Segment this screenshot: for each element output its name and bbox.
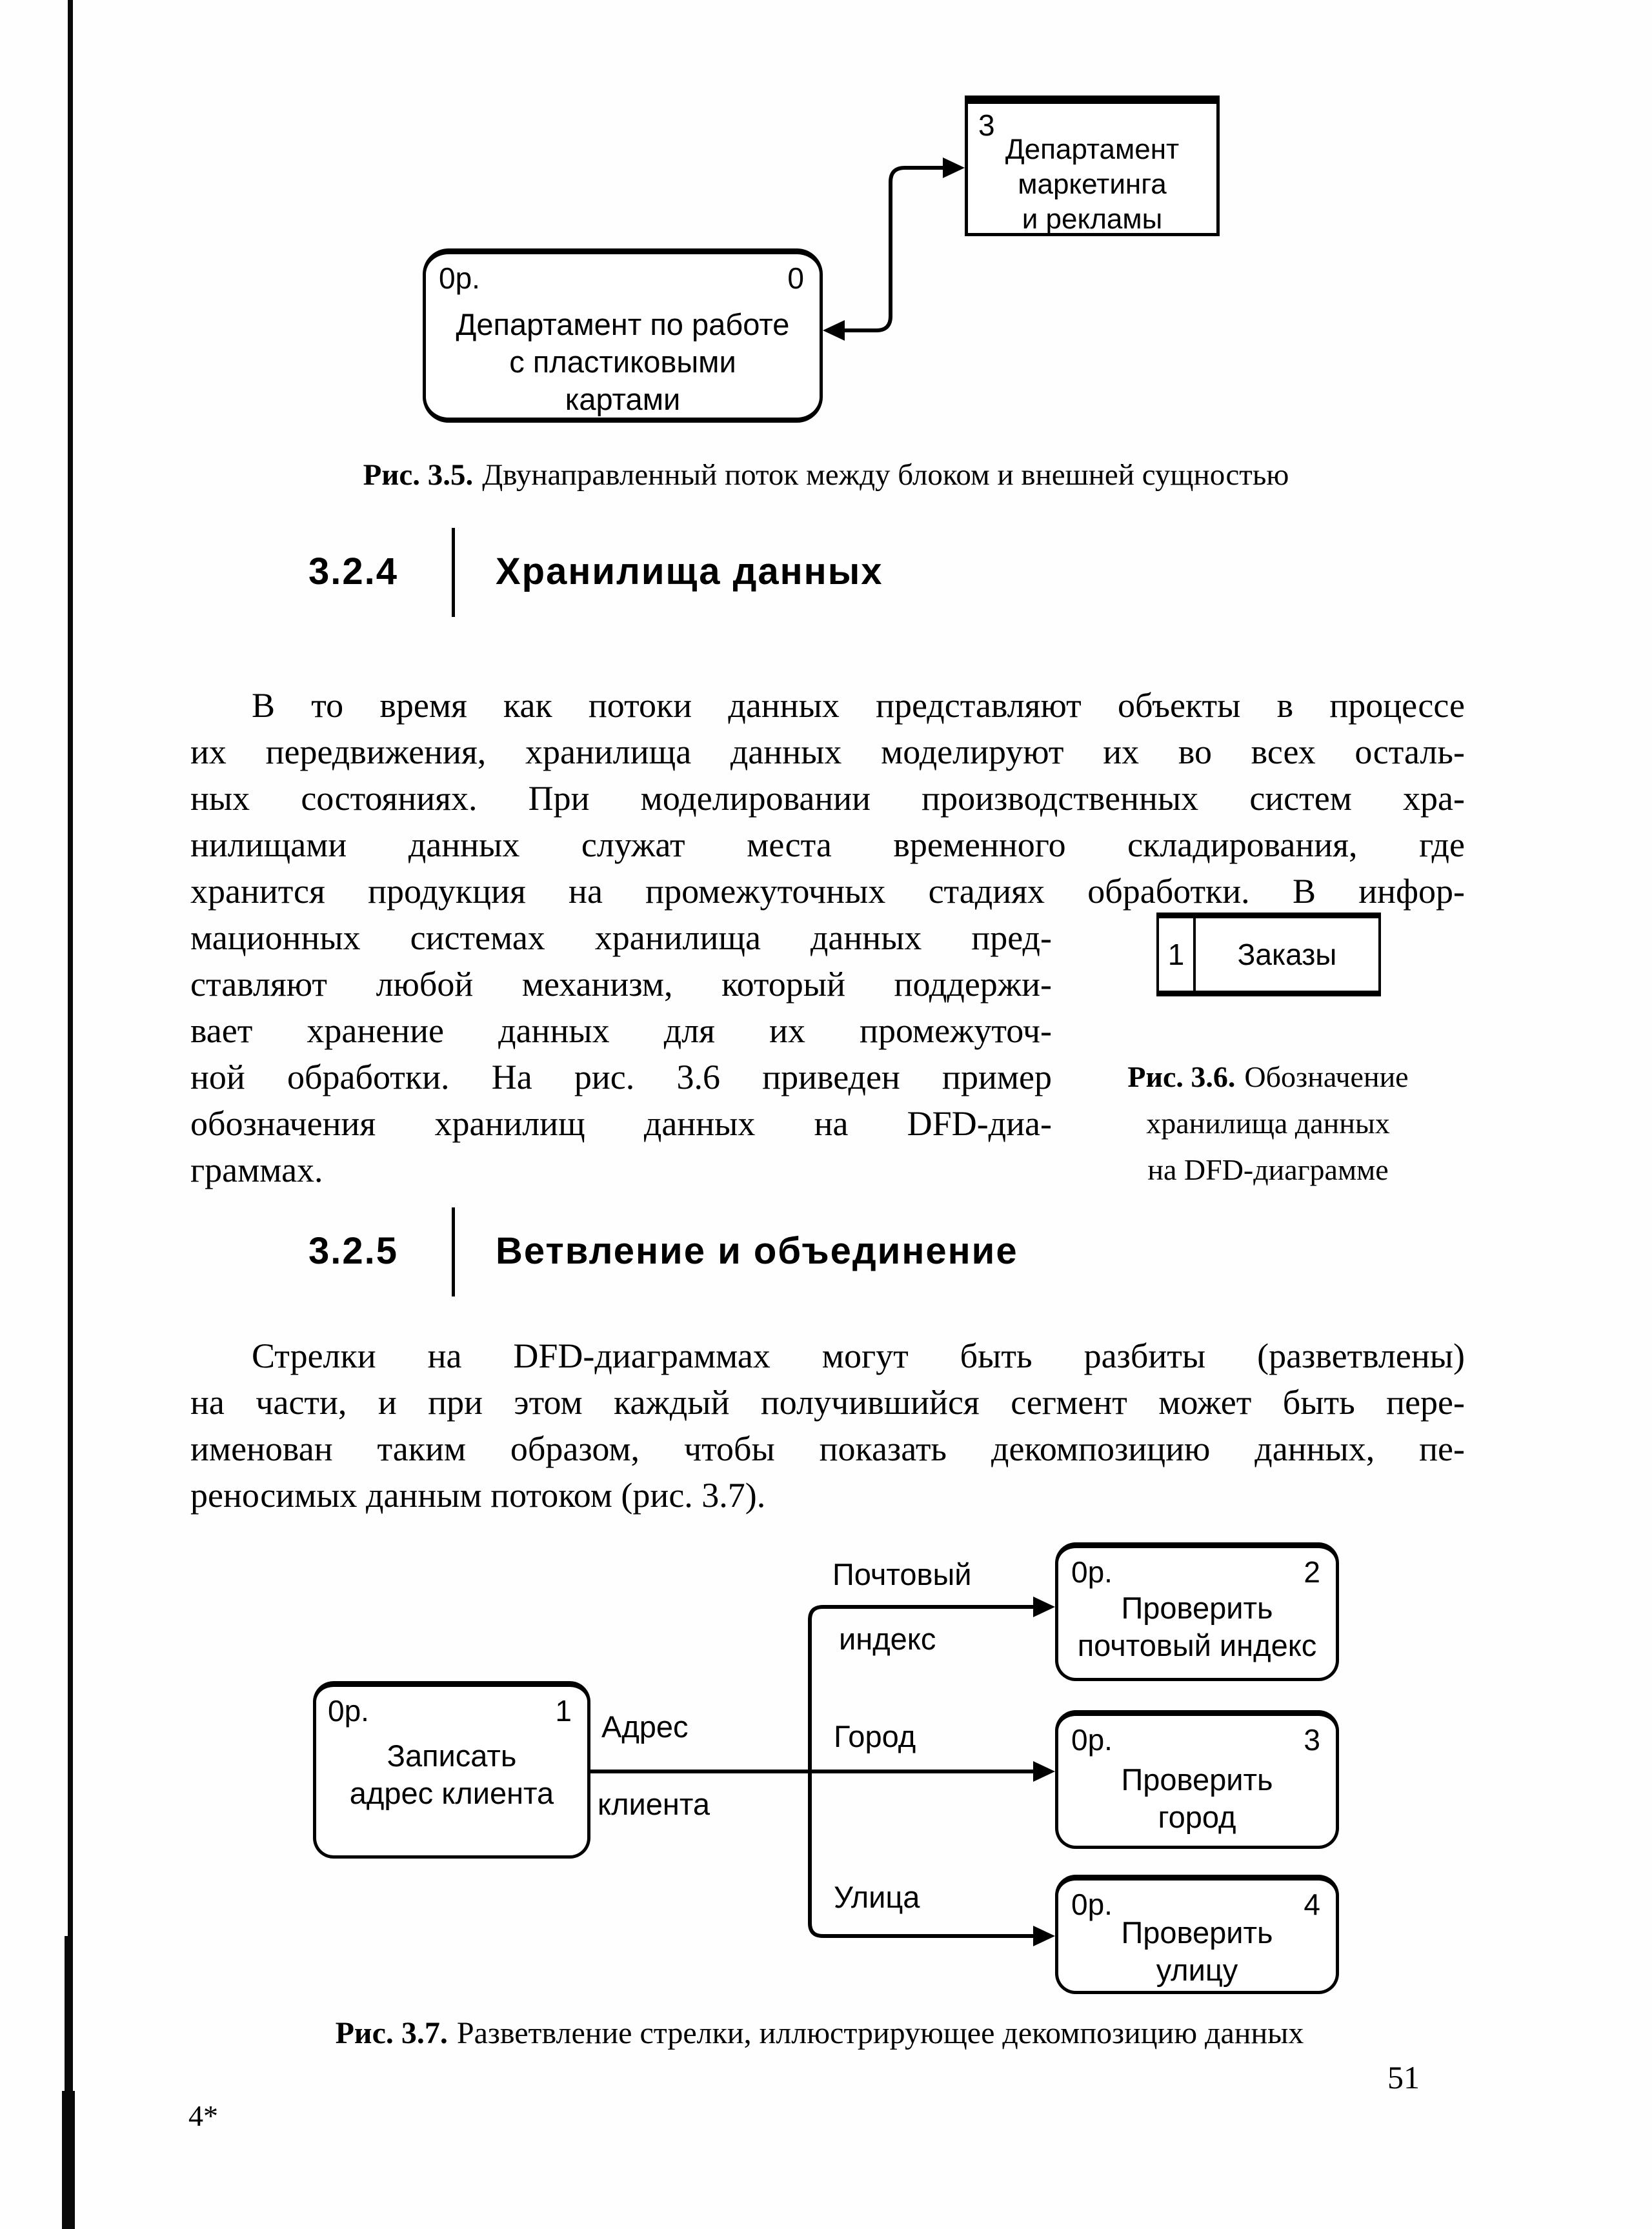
fig37-flow-branch2-label: Город xyxy=(834,1719,916,1753)
fig37-source-number: 1 xyxy=(555,1694,572,1728)
fig37-flow-branch3-label: Улица xyxy=(834,1880,920,1914)
fig37-proc2-box xyxy=(1055,1542,1339,1681)
section-325-number: 3.2.5 xyxy=(308,1230,398,1272)
fig37-caption-text: Разветвление стрелки, иллюстрирующее декомпозицию данных xyxy=(456,2016,1304,2050)
arrowhead-left-icon xyxy=(823,320,845,341)
fig35-process-line2: с пластиковыми xyxy=(509,345,736,379)
fig37-proc4-box xyxy=(1055,1875,1339,1994)
fig37-source-corner: 0р. xyxy=(328,1694,369,1728)
fig37-proc3-number: 3 xyxy=(1304,1723,1320,1757)
fig37-proc2-corner: 0р. xyxy=(1071,1555,1113,1589)
page-number: 51 xyxy=(1387,2059,1420,2095)
fig36-caption-label: Рис. 3.6. xyxy=(1127,1060,1236,1093)
para2-line: Стрелки на DFD-диаграммах могут быть разбиты (разветвлены) xyxy=(252,1336,1465,1375)
para1-line: мационных системах хранилища данных пред- xyxy=(190,918,1052,957)
fig37-proc4-line2: улицу xyxy=(1156,1953,1238,1987)
fig35-entity-line1: Департамент xyxy=(1005,134,1180,165)
fig35-entity-box xyxy=(965,96,1220,236)
fig37-caption xyxy=(129,2010,1510,2057)
fig36-caption-line2: хранилища данных xyxy=(1146,1107,1390,1140)
section-324-number: 3.2.4 xyxy=(308,550,398,592)
fig36-caption-line1 xyxy=(1071,1054,1465,1100)
fig37-flow-main-line1: Адрес xyxy=(601,1710,689,1744)
fig35-entity-label xyxy=(968,132,1216,237)
fig37-proc3-line2: город xyxy=(1158,1800,1236,1834)
para1-line: вает хранение данных для их промежуточ- xyxy=(190,1011,1052,1050)
fig37-proc4-label xyxy=(1058,1914,1336,1989)
scan-binding-line-lower xyxy=(65,1936,73,2104)
para1-line: их передвижения, хранилища данных моделируют их во всех осталь- xyxy=(190,732,1465,771)
fig37-proc4-line1: Проверить xyxy=(1121,1915,1273,1950)
fig37-proc4-corner: 0р. xyxy=(1071,1888,1113,1921)
fig35-process-label xyxy=(426,306,820,418)
para2-line: реносимых данным потоком (рис. 3.7). xyxy=(190,1476,766,1515)
scan-binding-smudge xyxy=(62,2091,75,2229)
arrowhead-branch1-icon xyxy=(1033,1597,1055,1617)
fig36-data-store-box xyxy=(1156,913,1381,996)
fig37-source-process-box xyxy=(313,1681,590,1859)
fig35-process-line1: Департамент по работе xyxy=(456,307,790,341)
fig37-proc2-line2: почтовый индекс xyxy=(1077,1628,1317,1662)
fig35-entity-number: 3 xyxy=(978,108,995,142)
fig35-caption xyxy=(129,452,1523,498)
fig37-source-line1: Записать xyxy=(387,1739,517,1773)
fig37-caption-label: Рис. 3.7. xyxy=(335,2016,448,2050)
fig35-process-corner: 0р. xyxy=(439,261,480,295)
section-325-divider xyxy=(452,1207,455,1296)
fig36-caption-line3: на DFD-диаграмме xyxy=(1147,1153,1389,1186)
para1-line: обозначения хранилищ данных на DFD-диа- xyxy=(190,1104,1052,1143)
para1-line: В то время как потоки данных представляют объекты в процессе xyxy=(252,686,1465,725)
para2-line: именован таким образом, чтобы показать декомпозицию данных, пе- xyxy=(190,1429,1465,1468)
para1-line: нилищами данных служат места временного складирования, где xyxy=(190,825,1465,864)
fig37-flow-branch1-line1: Почтовый xyxy=(832,1557,972,1591)
para1-line: ной обработки. На рис. 3.6 приведен пример xyxy=(190,1058,1052,1096)
fig37-proc4-number: 4 xyxy=(1304,1888,1320,1921)
fig36-store-label: Заказы xyxy=(1237,938,1337,971)
fig35-entity-line3: и рекламы xyxy=(1022,203,1163,235)
fig37-flow-branch1-line2: индекс xyxy=(839,1622,936,1656)
fig35-process-line3: картами xyxy=(565,382,681,416)
fig37-proc3-corner: 0р. xyxy=(1071,1723,1113,1757)
fig37-source-label xyxy=(316,1737,587,1812)
fig37-source-line2: адрес клиента xyxy=(349,1776,554,1810)
para1-line: ных состояниях. При моделировании производственных систем хра- xyxy=(190,779,1465,818)
fig35-process-box xyxy=(423,248,823,423)
fig37-proc2-line1: Проверить xyxy=(1121,1591,1273,1625)
fig37-proc3-label xyxy=(1058,1761,1336,1836)
fig36-caption-line1-text: Обозначение xyxy=(1244,1060,1409,1093)
fig36-caption xyxy=(1071,1054,1465,1193)
fig35-caption-text: Двунаправленный поток между блоком и внешней сущностью xyxy=(482,458,1289,492)
fig37-proc2-label xyxy=(1058,1589,1336,1664)
fig37-proc3-box xyxy=(1055,1710,1339,1849)
para1-line: граммах. xyxy=(190,1151,323,1189)
section-324-title: Хранилища данных xyxy=(496,550,883,592)
section-325-title: Ветвление и объединение xyxy=(496,1230,1018,1272)
para2-line: на части, и при этом каждый получившийся сегмент может быть пере- xyxy=(190,1383,1465,1422)
fig35-bidirectional-flow-arrow xyxy=(807,148,1000,355)
arrowhead-right-icon xyxy=(943,157,965,178)
arrowhead-branch3-icon xyxy=(1033,1926,1055,1946)
fig37-flow-main-line2: клиента xyxy=(598,1787,710,1821)
fig37-proc2-number: 2 xyxy=(1304,1555,1320,1589)
scan-binding-line xyxy=(68,0,73,1968)
fig35-caption-label: Рис. 3.5. xyxy=(363,458,474,492)
para1-line: ставляют любой механизм, который поддержи- xyxy=(190,965,1052,1004)
fig35-process-number: 0 xyxy=(787,261,804,295)
section-324-divider xyxy=(452,528,455,617)
fig36-store-number: 1 xyxy=(1159,918,1196,991)
fig37-proc3-line1: Проверить xyxy=(1121,1762,1273,1797)
arrowhead-branch2-icon xyxy=(1033,1761,1055,1782)
fig35-entity-line2: маркетинга xyxy=(1018,168,1167,200)
fig37-branching-flow-arrows xyxy=(581,1539,1084,1978)
signature-mark: 4* xyxy=(188,2099,218,2132)
para1-line: хранится продукция на промежуточных стадиях обработки. В инфор- xyxy=(190,872,1465,911)
